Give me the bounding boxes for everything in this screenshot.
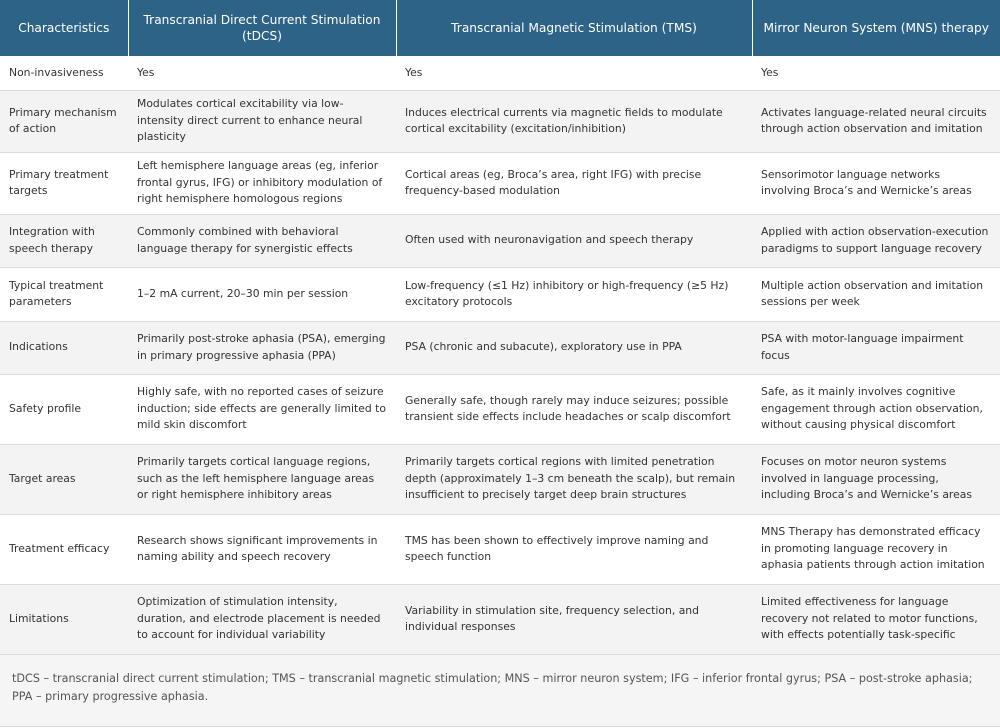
row-label: Primary mechanism of action [0, 90, 128, 152]
tdcs-cell: Research shows significant improvements in naming ability and speech recovery [128, 514, 396, 584]
tms-cell: Often used with neuronavigation and speech therapy [396, 214, 752, 267]
table-row [0, 444, 1000, 514]
tdcs-cell: Left hemisphere language areas (eg, inferior frontal gyrus, IFG) or inhibitory modulation of right hemisphere homologous regions [128, 152, 396, 214]
tdcs-cell: Commonly combined with behavioral language therapy for synergistic effects [128, 214, 396, 267]
mns-cell: Multiple action observation and imitation sessions per week [752, 267, 1000, 321]
tdcs-cell: Yes [128, 56, 396, 90]
row-label: Target areas [0, 444, 128, 514]
row-label: Limitations [0, 584, 128, 654]
table-row [0, 56, 1000, 90]
table-row [0, 90, 1000, 152]
mns-cell: Safe, as it mainly involves cognitive engagement through action observation, without causing physical discomfort [752, 374, 1000, 444]
mns-cell: Limited effectiveness for language recovery not related to motor functions, with effects potentially task-specific [752, 584, 1000, 654]
tms-cell: PSA (chronic and subacute), exploratory use in PPA [396, 321, 752, 374]
header-tms: Transcranial Magnetic Stimulation (TMS) [396, 0, 752, 56]
tdcs-cell: 1–2 mA current, 20–30 min per session [128, 267, 396, 321]
tms-cell: Yes [396, 56, 752, 90]
mns-cell: MNS Therapy has demonstrated efficacy in promoting language recovery in aphasia patients through action imitation [752, 514, 1000, 584]
table-row [0, 267, 1000, 321]
tms-cell: TMS has been shown to effectively improve naming and speech function [396, 514, 752, 584]
row-label: Indications [0, 321, 128, 374]
row-label: Treatment efficacy [0, 514, 128, 584]
header-tdcs: Transcranial Direct Current Stimulation (tDCS) [128, 0, 396, 56]
table-footnote: tDCS – transcranial direct current stimulation; TMS – transcranial magnetic stimulation; MNS – mirror neuron system; IFG – inferior frontal gyrus; PSA – post-stroke aphasia; PPA – primary progressive aphasia. [0, 655, 1000, 727]
mns-cell: Yes [752, 56, 1000, 90]
tdcs-cell: Modulates cortical excitability via low-intensity direct current to enhance neural plasticity [128, 90, 396, 152]
header-mns: Mirror Neuron System (MNS) therapy [752, 0, 1000, 56]
mns-cell: Applied with action observation-execution paradigms to support language recovery [752, 214, 1000, 267]
table-row [0, 514, 1000, 584]
header-row [0, 0, 1000, 56]
row-label: Primary treatment targets [0, 152, 128, 214]
row-label: Safety profile [0, 374, 128, 444]
table-row [0, 321, 1000, 374]
tms-cell: Induces electrical currents via magnetic fields to modulate cortical excitability (excitation/inhibition) [396, 90, 752, 152]
table-row [0, 584, 1000, 654]
table-row [0, 374, 1000, 444]
tdcs-cell: Optimization of stimulation intensity, duration, and electrode placement is needed to account for individual variability [128, 584, 396, 654]
mns-cell: PSA with motor-language impairment focus [752, 321, 1000, 374]
table-row [0, 152, 1000, 214]
tdcs-cell: Highly safe, with no reported cases of seizure induction; side effects are generally limited to mild skin discomfort [128, 374, 396, 444]
tms-cell: Primarily targets cortical regions with limited penetration depth (approximately 1–3 cm beneath the scalp), but remain insufficient to precisely target deep brain structures [396, 444, 752, 514]
mns-cell: Activates language-related neural circuits through action observation and imitation [752, 90, 1000, 152]
row-label: Integration with speech therapy [0, 214, 128, 267]
tms-cell: Generally safe, though rarely may induce seizures; possible transient side effects include headaches or scalp discomfort [396, 374, 752, 444]
tms-cell: Variability in stimulation site, frequency selection, and individual responses [396, 584, 752, 654]
tdcs-cell: Primarily targets cortical language regions, such as the left hemisphere language areas or right hemisphere inhibitory areas [128, 444, 396, 514]
tms-cell: Cortical areas (eg, Broca’s area, right IFG) with precise frequency-based modulation [396, 152, 752, 214]
mns-cell: Focuses on motor neuron systems involved in language processing, including Broca’s and Wernicke’s areas [752, 444, 1000, 514]
tms-cell: Low-frequency (≤1 Hz) inhibitory or high-frequency (≥5 Hz) excitatory protocols [396, 267, 752, 321]
header-characteristics: Characteristics [0, 0, 128, 56]
mns-cell: Sensorimotor language networks involving Broca’s and Wernicke’s areas [752, 152, 1000, 214]
row-label: Non-invasiveness [0, 56, 128, 90]
table-row [0, 214, 1000, 267]
row-label: Typical treatment parameters [0, 267, 128, 321]
tdcs-cell: Primarily post-stroke aphasia (PSA), emerging in primary progressive aphasia (PPA) [128, 321, 396, 374]
